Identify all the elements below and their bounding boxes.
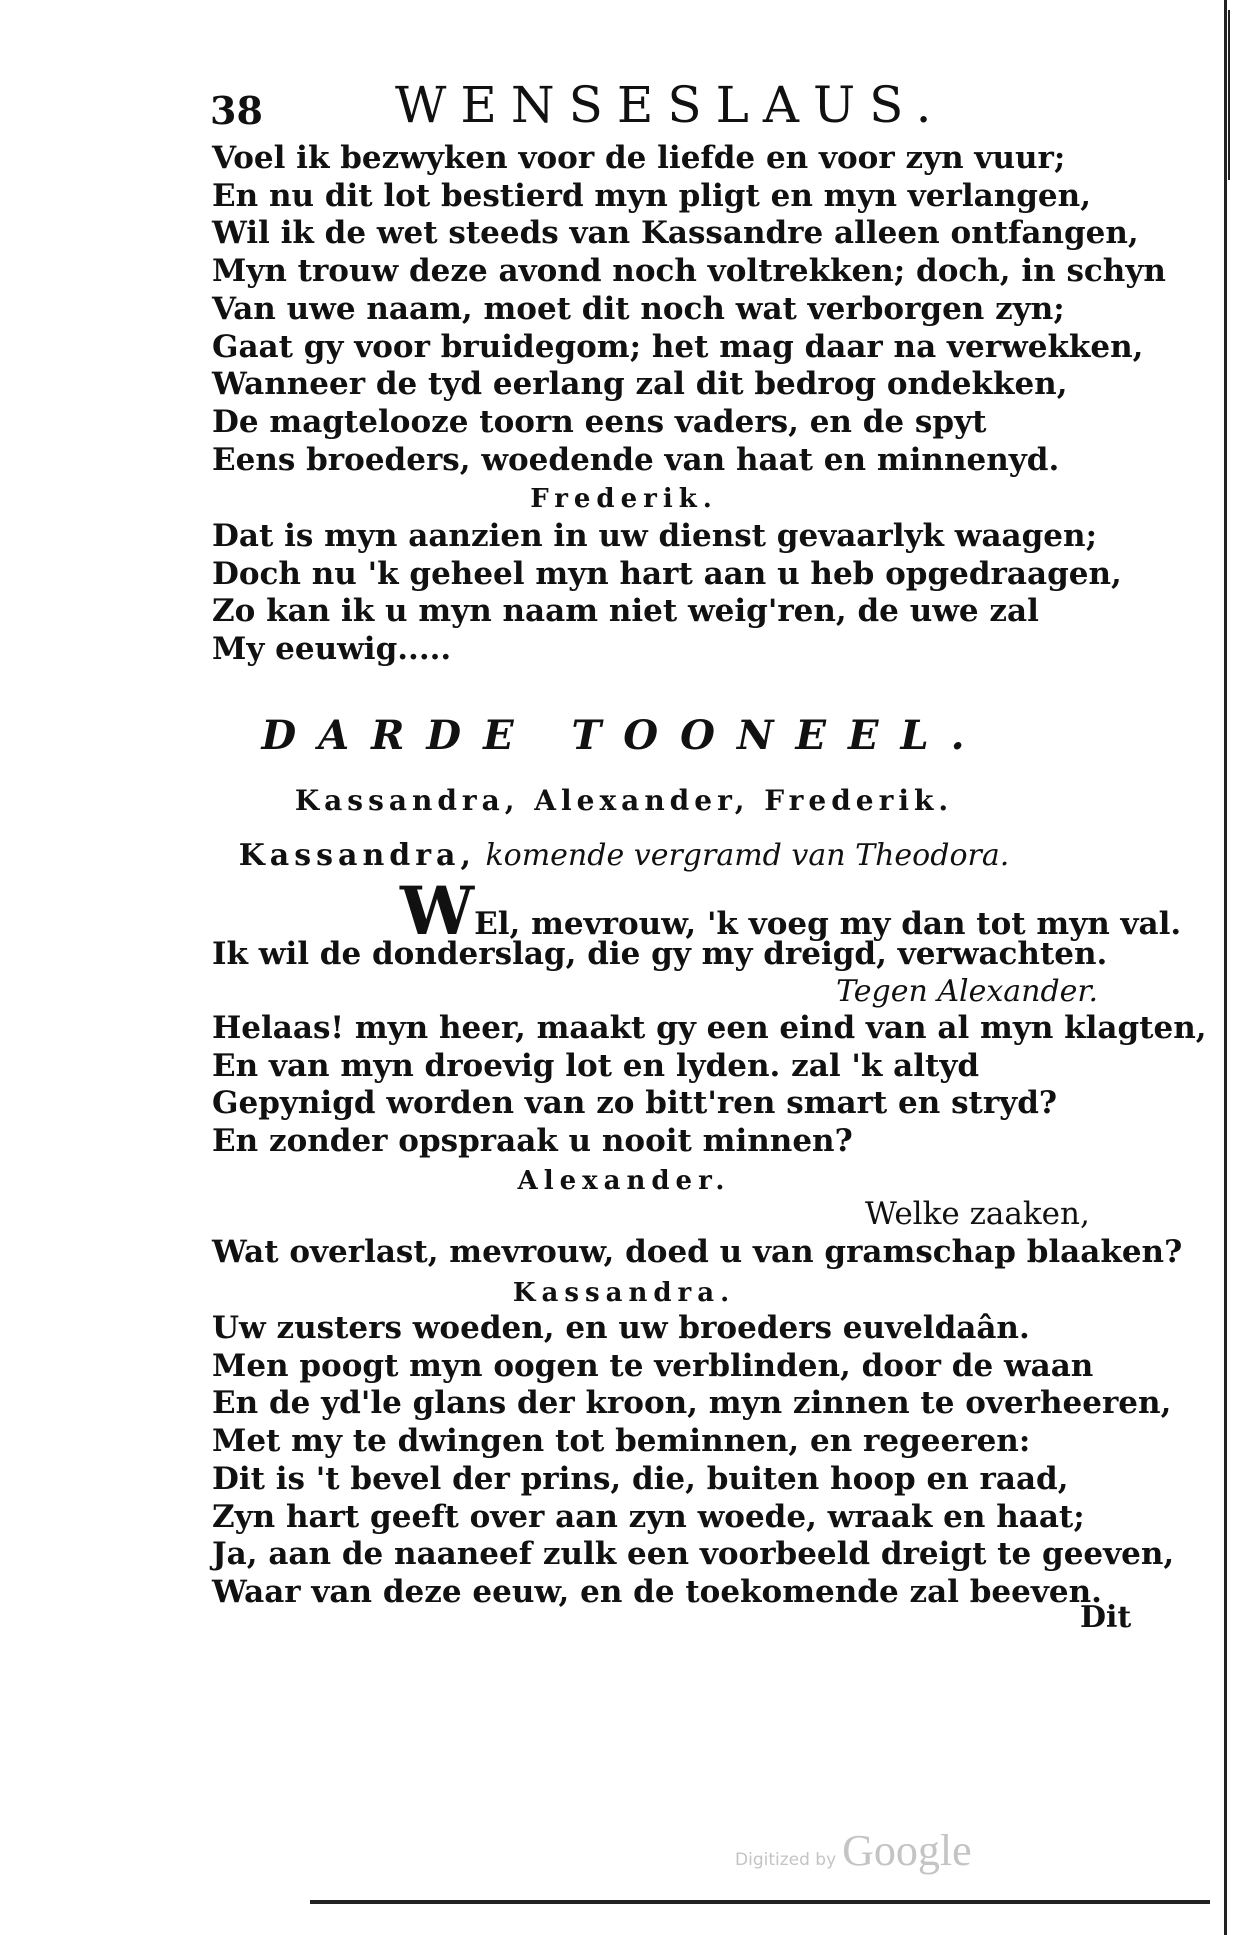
scene-title: DARDE TOONEEL. <box>261 712 987 759</box>
verse-block-2 <box>212 518 1122 669</box>
verse-line: Wil ik de wet steeds van Kassandre alleen ontfangen, <box>212 215 1139 252</box>
page-edge-rule-top <box>1228 10 1230 180</box>
verse-line: Wat overlast, mevrouw, doed u van gramschap blaaken? <box>212 1234 1183 1270</box>
verse-line: Uw zusters woeden, en uw broeders euveldaân. <box>212 1310 1030 1346</box>
page-edge-rule <box>1224 0 1227 1935</box>
page-number: 38 <box>210 88 263 133</box>
verse-line: Dit is 't bevel der prins, die, buiten hoop en raad, <box>212 1460 1069 1497</box>
entry-direction <box>0 838 1248 873</box>
verse-line: Met my te dwingen tot beminnen, en regeeren: <box>212 1423 1031 1460</box>
verse-block-4 <box>212 1010 1207 1161</box>
verse-line: Zyn hart geeft over aan zyn woede, wraak en haat; <box>212 1498 1085 1535</box>
stage-direction: Tegen Alexander. <box>836 974 1098 1009</box>
scene-persons: Kassandra, Alexander, Frederik. <box>294 784 954 817</box>
verse-line: Ja, aan de naaneef zulk een voorbeeld dreigt te geeven, <box>212 1536 1175 1573</box>
digitized-watermark <box>735 1825 972 1876</box>
verse-line: Waar van deze eeuw, en de toekomende zal beeven. <box>212 1573 1102 1610</box>
speaker-heading: Frederik. <box>530 484 718 514</box>
verse-line: Dat is myn aanzien in uw dienst gevaarlyk waagen; <box>212 518 1098 554</box>
running-title: WENSESLAUS. <box>395 76 946 134</box>
verse-line: Myn trouw deze avond noch voltrekken; doch, in schyn <box>212 253 1166 290</box>
verse-line: De magtelooze toorn eens vaders, en de spyt <box>212 403 987 440</box>
verse-half-line: Welke zaaken, <box>865 1196 1090 1232</box>
running-header <box>210 70 1080 140</box>
entry-stage-direction: komende vergramd van Theodora. <box>485 838 1010 873</box>
verse-line: Men poogt myn oogen te verblinden, door de waan <box>212 1347 1094 1384</box>
verse-line: En nu dit lot bestierd myn pligt en myn verlangen, <box>212 177 1091 214</box>
verse-line: Zo kan ik u myn naam niet weig'ren, de uwe zal <box>212 593 1039 630</box>
verse-block-1 <box>212 140 1166 479</box>
verse-line: Gepynigd worden van zo bitt'ren smart en stryd? <box>212 1085 1058 1122</box>
verse-line: Doch nu 'k geheel myn hart aan u heb opgedraagen, <box>212 555 1122 592</box>
verse-line: En zonder opspraak u nooit minnen? <box>212 1123 853 1160</box>
catchword: Dit <box>1080 1600 1132 1635</box>
verse-line-dropcap <box>400 872 1182 950</box>
speaker-heading: Alexander. <box>517 1166 731 1196</box>
drop-cap: W <box>400 872 475 950</box>
verse-line: Ik wil de donderslag, die gy my dreigd, verwachten. <box>212 936 1108 972</box>
verse-block-6 <box>212 1310 1175 1612</box>
verse-line-rest: El, mevrouw, 'k voeg my dan tot myn val. <box>474 906 1182 942</box>
verse-line: Eens broeders, woedende van haat en minnenyd. <box>212 441 1060 478</box>
verse-line: Helaas! myn heer, maakt gy een eind van al myn klagten, <box>212 1010 1207 1046</box>
verse-line: Gaat gy voor bruidegom; het mag daar na verwekken, <box>212 328 1144 365</box>
entry-speaker: Kassandra, <box>238 838 476 873</box>
verse-line: En de yd'le glans der kroon, myn zinnen te overheeren, <box>212 1385 1172 1422</box>
verse-line: Van uwe naam, moet dit noch wat verborgen zyn; <box>212 290 1065 327</box>
verse-line: Voel ik bezwyken voor de liefde en voor zyn vuur; <box>212 140 1066 176</box>
watermark-prefix: Digitized by <box>735 1850 837 1870</box>
page-bottom-edge <box>310 1900 1210 1904</box>
verse-line: Wanneer de tyd eerlang zal dit bedrog ondekken, <box>212 366 1068 403</box>
verse-line: En van myn droevig lot en lyden. zal 'k altyd <box>212 1047 980 1084</box>
verse-block-5 <box>212 1234 1183 1272</box>
verse-line: My eeuwig..... <box>212 631 452 668</box>
speaker-heading: Kassandra. <box>512 1278 736 1308</box>
watermark-brand: Google <box>842 1826 972 1875</box>
